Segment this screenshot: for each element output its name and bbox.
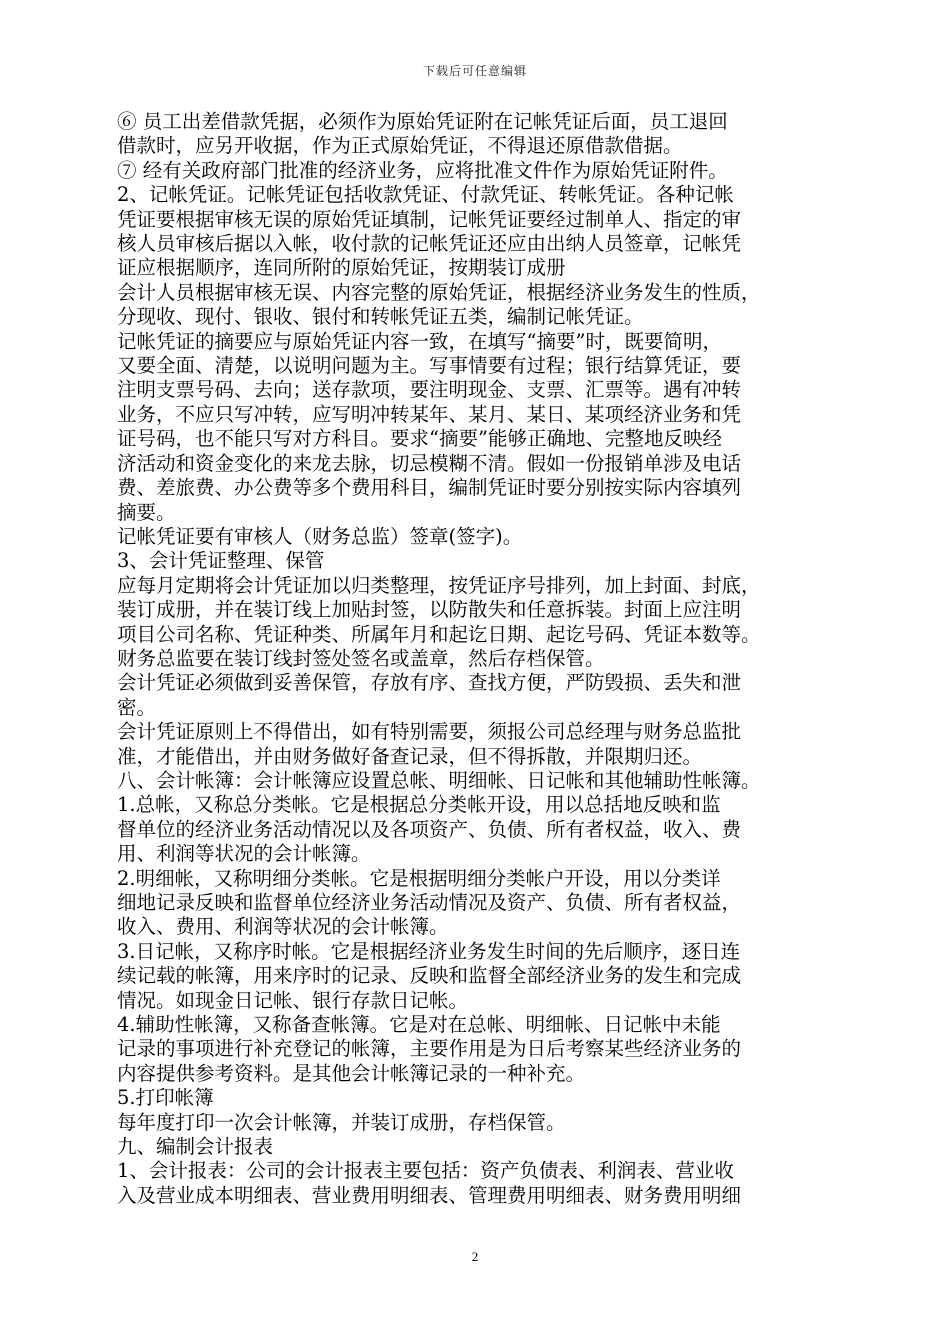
text-line: 1、会计报表：公司的会计报表主要包括：资产负债表、利润表、营业收 bbox=[117, 1159, 734, 1183]
text-line: 5.打印帐簿 bbox=[117, 1086, 214, 1110]
text-line: 4.辅助性帐簿，又称备查帐簿。它是对在总帐、明细帐、日记帐中未能 bbox=[117, 1013, 721, 1037]
text-line: 用、利润等状况的会计帐簿。 bbox=[117, 842, 371, 866]
text-line: 记录的事项进行补充登记的帐簿，主要作用是为日后考察某些经济业务的 bbox=[117, 1037, 742, 1061]
text-line: 凭证要根据审核无误的原始凭证填制，记帐凭证要经过制单人、指定的审 bbox=[117, 207, 742, 231]
text-line: 会计凭证必须做到妥善保管，存放有序、查找方便，严防毁损、丢失和泄 bbox=[117, 671, 742, 695]
text-line: 八、会计帐簿：会计帐簿应设置总帐、明细帐、日记帐和其他辅助性帐簿。 bbox=[117, 768, 761, 792]
text-line: 证应根据顺序，连同所附的原始凭证，按期装订成册 bbox=[117, 256, 566, 280]
text-line: 3.日记帐，又称序时帐。它是根据经济业务发生时间的先后顺序，逐日连 bbox=[117, 939, 741, 963]
text-line: 又要全面、清楚，以说明问题为主。写事情要有过程；银行结算凭证，要 bbox=[117, 354, 742, 378]
text-line: 项目公司名称、凭证种类、所属年月和起讫日期、起讫号码、凭证本数等。 bbox=[117, 622, 761, 646]
text-line: 记帐凭证要有审核人（财务总监）签章(签字)。 bbox=[117, 524, 523, 548]
text-line: 记帐凭证的摘要应与原始凭证内容一致，在填写“摘要”时，既要简明， bbox=[117, 329, 722, 353]
text-line: 核人员审核后据以入帐，收付款的记帐凭证还应由出纳人员签章，记帐凭 bbox=[117, 232, 742, 256]
text-line: 济活动和资金变化的来龙去脉，切忌模糊不清。假如一份报销单涉及电话 bbox=[117, 451, 742, 475]
text-line: 情况。如现金日记帐、银行存款日记帐。 bbox=[117, 988, 469, 1012]
text-line: 分现收、现付、银收、银付和转帐凭证五类，编制记帐凭证。 bbox=[117, 305, 644, 329]
text-line: 会计凭证原则上不得借出，如有特别需要，须报公司总经理与财务总监批 bbox=[117, 720, 742, 744]
text-line: 费、差旅费、办公费等多个费用科目，编制凭证时要分别按实际内容填列 bbox=[117, 476, 742, 500]
text-line: 入及营业成本明细表、营业费用明细表、管理费用明细表、财务费用明细 bbox=[117, 1183, 742, 1207]
text-line: 密。 bbox=[117, 695, 157, 719]
text-line: 证号码，也不能只写对方科目。要求“摘要”能够正确地、完整地反映经 bbox=[117, 427, 722, 451]
text-line: 每年度打印一次会计帐簿，并装订成册，存档保管。 bbox=[117, 1110, 566, 1134]
text-line: 业务，不应只写冲转，应写明冲转某年、某月、某日、某项经济业务和凭 bbox=[117, 402, 742, 426]
text-line: 3、会计凭证整理、保管 bbox=[117, 549, 325, 573]
text-line: 准，才能借出，并由财务做好备查记录，但不得拆散，并限期归还。 bbox=[117, 744, 703, 768]
page-number: 2 bbox=[471, 1249, 479, 1264]
text-line: 续记载的帐簿，用来序时的记录、反映和监督全部经济业务的发生和完成 bbox=[117, 964, 742, 988]
text-line: 收入、费用、利润等状况的会计帐簿。 bbox=[117, 915, 449, 939]
text-line: 九、编制会计报表 bbox=[117, 1135, 274, 1159]
text-line: 细地记录反映和监督单位经济业务活动情况及资产、负债、所有者权益， bbox=[117, 891, 742, 914]
text-line: ⑥ 员工出差借款凭据，必须作为原始凭证附在记帐凭证后面，员工退回 bbox=[117, 110, 728, 133]
text-line: 督单位的经济业务活动情况以及各项资产、负债、所有者权益，收入、费 bbox=[117, 817, 742, 841]
text-line: ⑦ 经有关政府部门批准的经济业务，应将批准文件作为原始凭证附件。 bbox=[117, 158, 728, 182]
text-line: 财务总监要在装订线封签处签名或盖章，然后存档保管。 bbox=[117, 646, 605, 670]
text-line: 2.明细帐，又称明细分类帐。它是根据明细分类帐户开设，用以分类详 bbox=[117, 866, 721, 890]
text-line: 装订成册，并在装订线上加贴封签，以防散失和任意拆装。封面上应注明 bbox=[117, 598, 742, 622]
text-line: 1.总帐，又称总分类帐。它是根据总分类帐开设，用以总括地反映和监 bbox=[117, 793, 721, 817]
page-header: 下载后可任意编辑 bbox=[422, 64, 527, 78]
text-line: 注明支票号码、去向；送存款项，要注明现金、支票、汇票等。遇有冲转 bbox=[117, 378, 742, 402]
text-line: 应每月定期将会计凭证加以归类整理，按凭证序号排列，加上封面、封底， bbox=[117, 573, 761, 597]
text-line: 借款时，应另开收据，作为正式原始凭证，不得退还原借款借据。 bbox=[117, 134, 683, 158]
document-body bbox=[117, 110, 843, 1208]
text-line: 会计人员根据审核无误、内容完整的原始凭证，根据经济业务发生的性质， bbox=[117, 280, 761, 304]
text-line: 内容提供参考资料。是其他会计帐簿记录的一种补充。 bbox=[117, 1061, 586, 1085]
text-line: 2、记帐凭证。记帐凭证包括收款凭证、付款凭证、转帐凭证。各种记帐 bbox=[117, 183, 734, 207]
text-line: 摘要。 bbox=[117, 500, 176, 524]
